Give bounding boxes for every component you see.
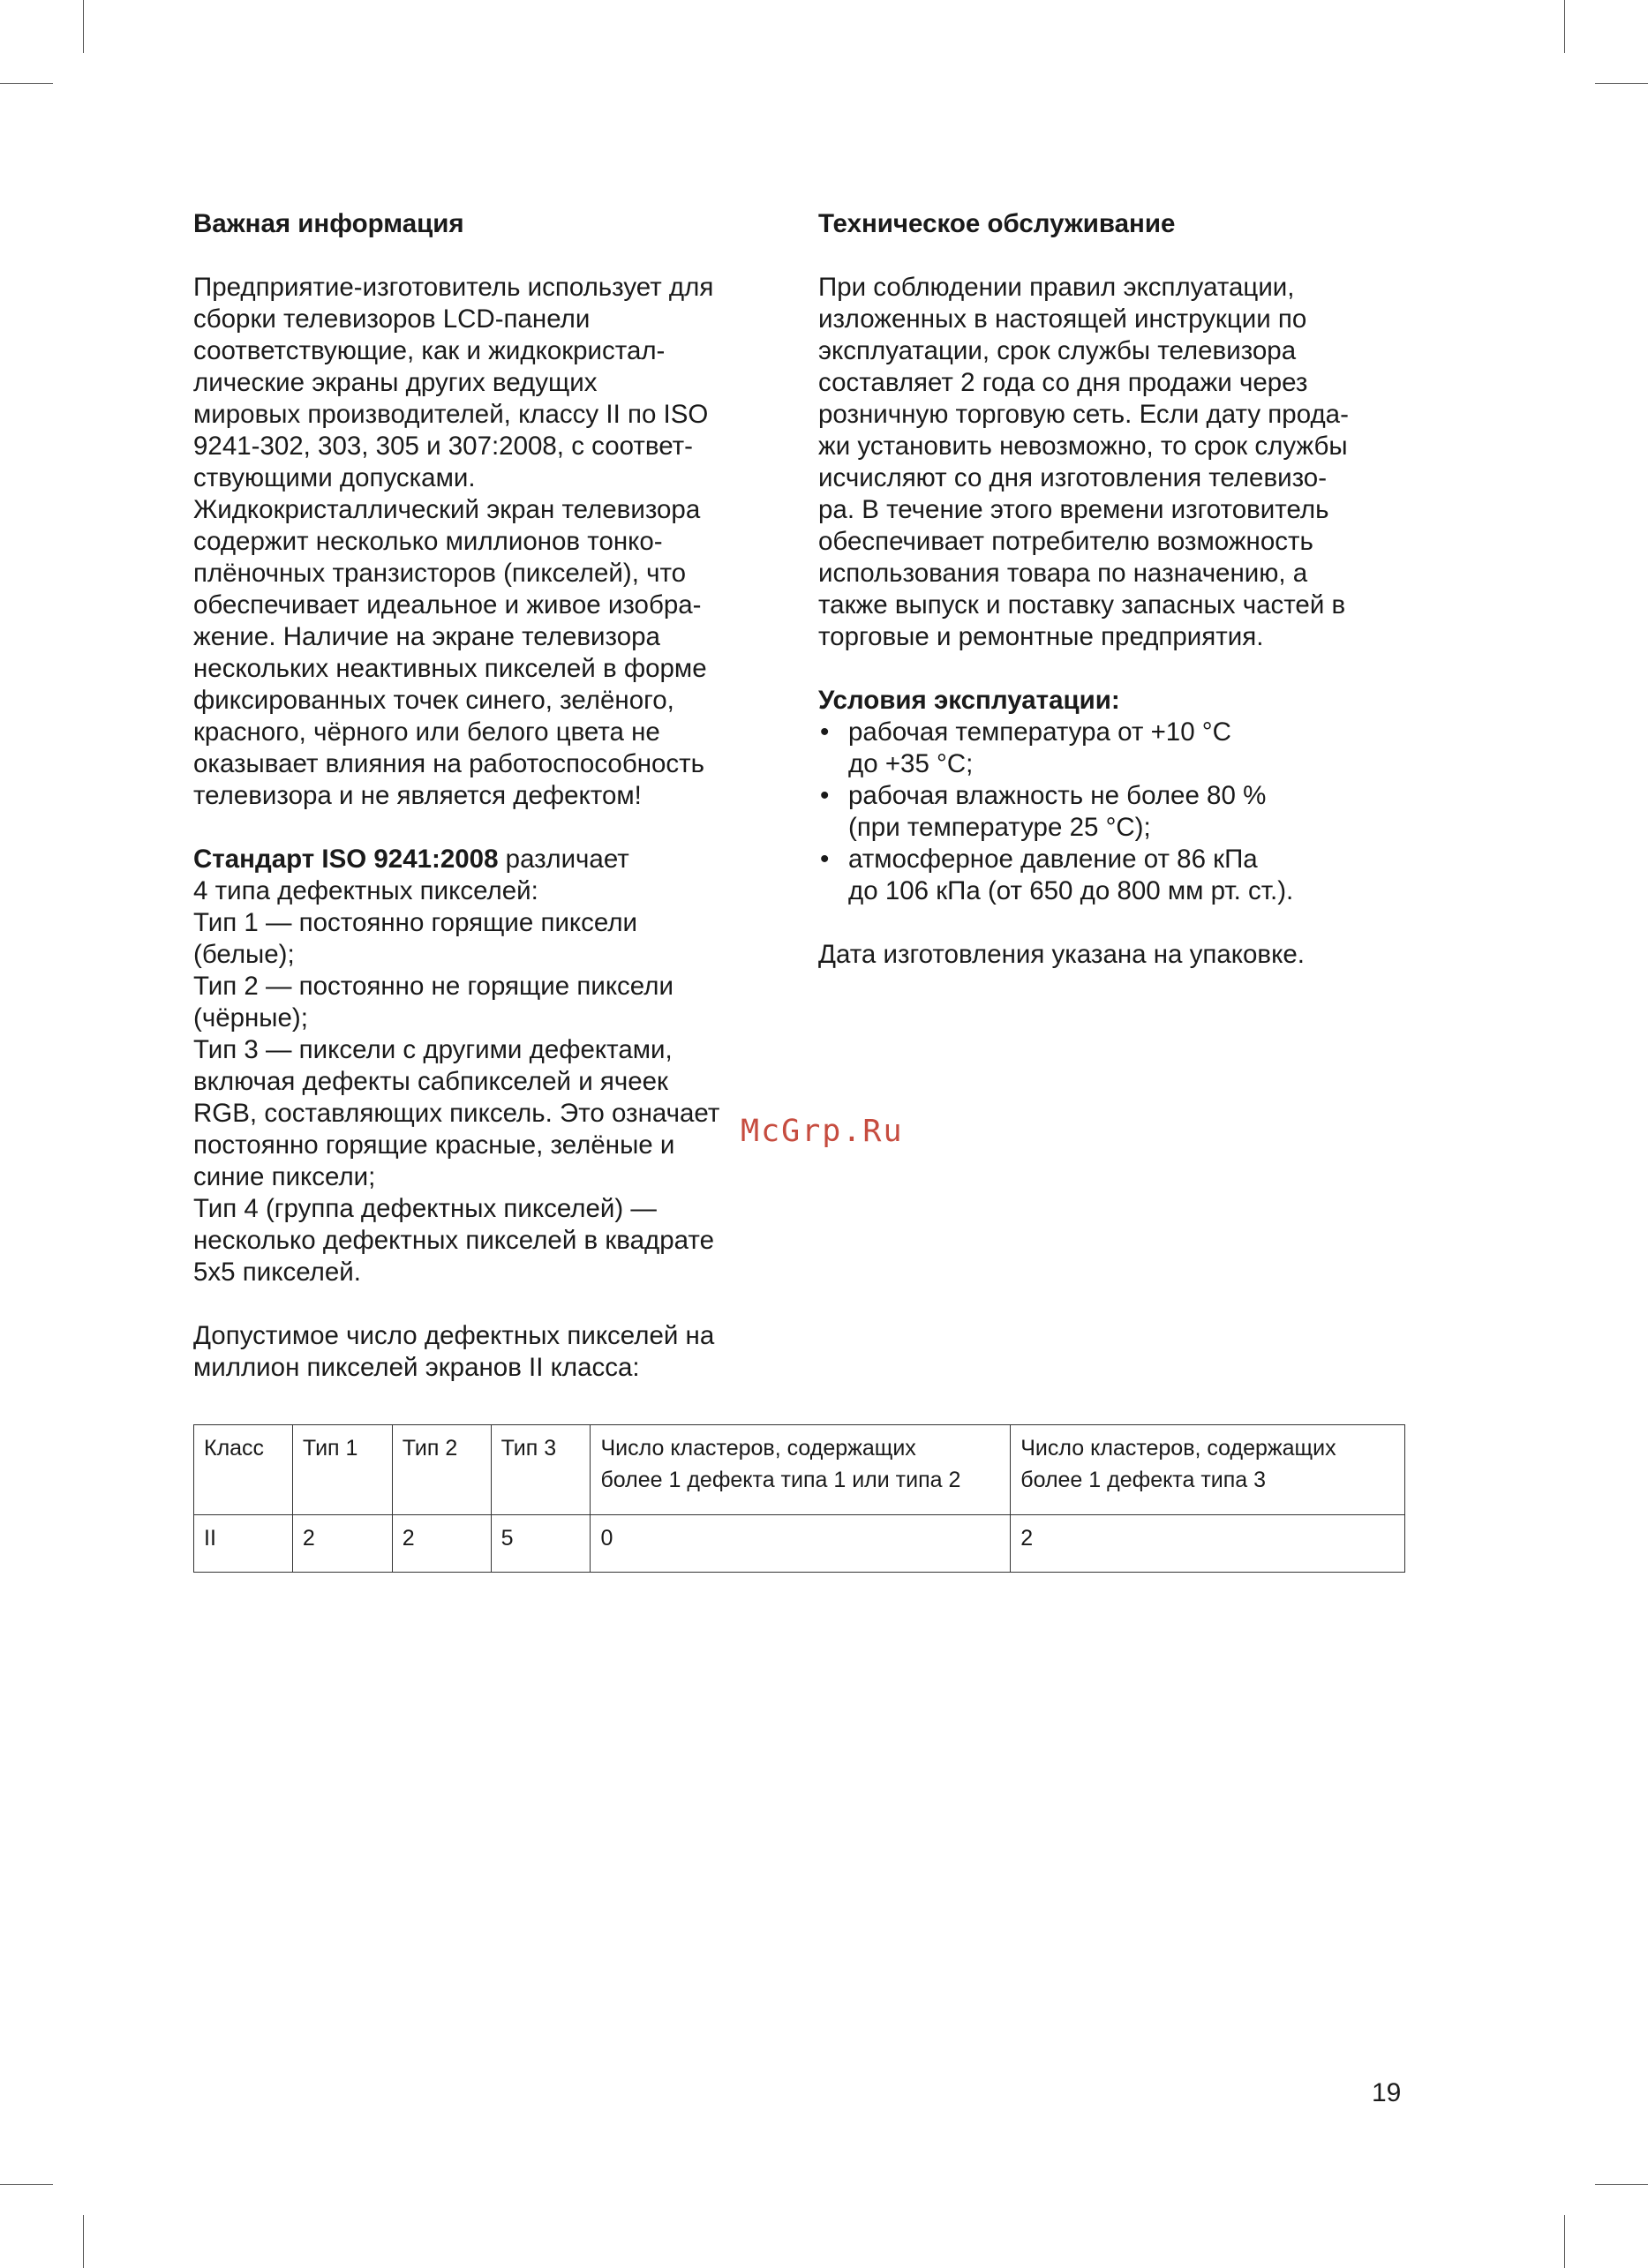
text-line: мировых производителей, классу II по ISO: [193, 400, 709, 429]
table-cell: II: [194, 1515, 293, 1573]
text-line: миллион пикселей экранов II класса:: [193, 1353, 640, 1382]
table-cell: 2: [1011, 1515, 1405, 1573]
text-line: несколько дефектных пикселей в квадрате: [193, 1226, 714, 1255]
text-line: торговые и ремонтные предприятия.: [818, 622, 1264, 651]
text-line: RGB, составляющих пиксель. Это означает: [193, 1099, 720, 1128]
text-line: обеспечивает потребителю возможность: [818, 527, 1313, 556]
standard-name: Стандарт ISO 9241:2008: [193, 845, 499, 874]
right-column: [818, 208, 1436, 971]
standard-intro-rest: различает: [498, 845, 629, 874]
table-header-text: Класс: [204, 1436, 265, 1461]
text-line: эксплуатации, срок службы телевизора: [818, 336, 1297, 365]
standard-intro-line: [193, 844, 794, 875]
crop-mark-top-right-horizontal: [1595, 83, 1648, 84]
text-line: включая дефекты сабпикселей и ячеек: [193, 1067, 668, 1096]
list-item-text: рабочая влажность не более 80 %: [848, 781, 1267, 810]
watermark-logo: McGrp.Ru: [741, 1114, 904, 1149]
crop-mark-top-left-vertical: [83, 0, 84, 53]
text-line: При соблюдении правил эксплуатации,: [818, 273, 1295, 302]
table-header-text: более 1 дефекта типа 3: [1020, 1468, 1267, 1492]
list-item-text: рабочая температура от +10 °C: [848, 717, 1231, 747]
table-header-text: Тип 1: [302, 1436, 358, 1461]
bullet-icon: •: [820, 845, 830, 874]
table-header-cell: [491, 1425, 591, 1515]
table-header-text: Тип 2: [402, 1436, 458, 1461]
allowed-defects-paragraph: [193, 1320, 794, 1384]
text-line: постоянно горящие красные, зелёные и: [193, 1130, 675, 1160]
bullet-icon: •: [820, 717, 830, 747]
table-header-cell: [292, 1425, 392, 1515]
text-line: (белые);: [193, 940, 295, 969]
text-line: жение. Наличие на экране телевизора: [193, 622, 660, 651]
list-item-continuation: до +35 °C;: [848, 749, 974, 778]
table-header-text: Тип 3: [500, 1436, 557, 1461]
text-line: жи установить невозможно, то срок службы: [818, 432, 1348, 461]
text-line: также выпуск и поставку запасных частей в: [818, 590, 1346, 620]
bullet-icon: •: [820, 781, 830, 810]
text-line: Тип 1 — постоянно горящие пиксели: [193, 908, 638, 937]
table-cell: 2: [292, 1515, 392, 1573]
text-line: ра. В течение этого времени изготовитель: [818, 495, 1329, 524]
left-column: [193, 208, 794, 1384]
text-line: синие пиксели;: [193, 1162, 376, 1191]
text-line: нескольких неактивных пикселей в форме: [193, 654, 707, 683]
text-line: лические экраны других ведущих: [193, 368, 598, 397]
table-header-cell: [591, 1425, 1011, 1515]
list-item: [818, 780, 1436, 812]
crop-mark-top-right-vertical: [1564, 0, 1565, 53]
table-header-text: Число кластеров, содержащих: [600, 1436, 916, 1461]
table-cell: 5: [491, 1515, 591, 1573]
important-info-paragraph: [193, 272, 794, 812]
list-item: [818, 717, 1436, 748]
list-item-continuation: (при температуре 25 °C);: [848, 813, 1151, 842]
table-header-cell: [392, 1425, 491, 1515]
table-header-text: более 1 дефекта типа 1 или типа 2: [600, 1468, 961, 1492]
manufacture-date-note: Дата изготовления указана на упаковке.: [818, 940, 1305, 969]
text-line: составляет 2 года со дня продажи через: [818, 368, 1308, 397]
table-header-row: [194, 1425, 1405, 1515]
operating-conditions-heading: Условия эксплуатации:: [818, 686, 1120, 715]
text-line: использования товара по назначению, а: [818, 559, 1308, 588]
text-line: Тип 2 — постоянно не горящие пиксели: [193, 972, 673, 1001]
operating-conditions-list: [818, 717, 1436, 907]
crop-mark-top-left-horizontal: [0, 83, 53, 84]
maintenance-paragraph: [818, 272, 1436, 653]
text-line: красного, чёрного или белого цвета не: [193, 717, 660, 747]
text-line: Предприятие-изготовитель использует для: [193, 273, 714, 302]
defect-types-list: [193, 875, 794, 1288]
important-info-heading: Важная информация: [193, 209, 464, 238]
defect-pixels-table: [193, 1424, 1405, 1573]
crop-mark-bottom-left-vertical: [83, 2215, 84, 2268]
table-cell: 0: [591, 1515, 1011, 1573]
crop-mark-bottom-right-horizontal: [1595, 2184, 1648, 2185]
text-line: сборки телевизоров LCD-панели: [193, 304, 591, 334]
text-line: содержит несколько миллионов тонко-: [193, 527, 663, 556]
table-row: [194, 1515, 1405, 1573]
text-line: 5x5 пикселей.: [193, 1258, 361, 1287]
text-line: розничную торговую сеть. Если дату прода-: [818, 400, 1349, 429]
maintenance-heading: Техническое обслуживание: [818, 209, 1176, 238]
table-header-text: Число кластеров, содержащих: [1020, 1436, 1336, 1461]
crop-mark-bottom-right-vertical: [1564, 2215, 1565, 2268]
text-line: Тип 4 (группа дефектных пикселей) —: [193, 1194, 657, 1223]
page-number: 19: [1372, 2078, 1402, 2107]
text-line: соответствующие, как и жидкокристал-: [193, 336, 666, 365]
crop-mark-bottom-left-horizontal: [0, 2184, 53, 2185]
text-line: фиксированных точек синего, зелёного,: [193, 686, 674, 715]
text-line: 9241-302, 303, 305 и 307:2008, с соответ-: [193, 432, 694, 461]
text-line: (чёрные);: [193, 1003, 308, 1033]
text-line: Жидкокристаллический экран телевизора: [193, 495, 701, 524]
list-item-continuation: до 106 кПа (от 650 до 800 мм рт. ст.).: [848, 876, 1294, 905]
text-line: изложенных в настоящей инструкции по: [818, 304, 1307, 334]
text-line: телевизора и не является дефектом!: [193, 781, 642, 810]
table-header-cell: [1011, 1425, 1405, 1515]
table-cell: 2: [392, 1515, 491, 1573]
list-item: [818, 844, 1436, 875]
text-line: оказывает влияния на работоспособность: [193, 749, 705, 778]
list-item-text: атмосферное давление от 86 кПа: [848, 845, 1258, 874]
text-line: Тип 3 — пиксели с другими дефектами,: [193, 1035, 673, 1064]
text-line: исчисляют со дня изготовления телевизо-: [818, 463, 1328, 492]
text-line: Допустимое число дефектных пикселей на: [193, 1321, 715, 1350]
text-line: 4 типа дефектных пикселей:: [193, 876, 538, 905]
text-line: плёночных транзисторов (пикселей), что: [193, 559, 687, 588]
text-line: обеспечивает идеальное и живое изобра-: [193, 590, 702, 620]
text-line: ствующими допусками.: [193, 463, 476, 492]
table-header-cell: [194, 1425, 293, 1515]
